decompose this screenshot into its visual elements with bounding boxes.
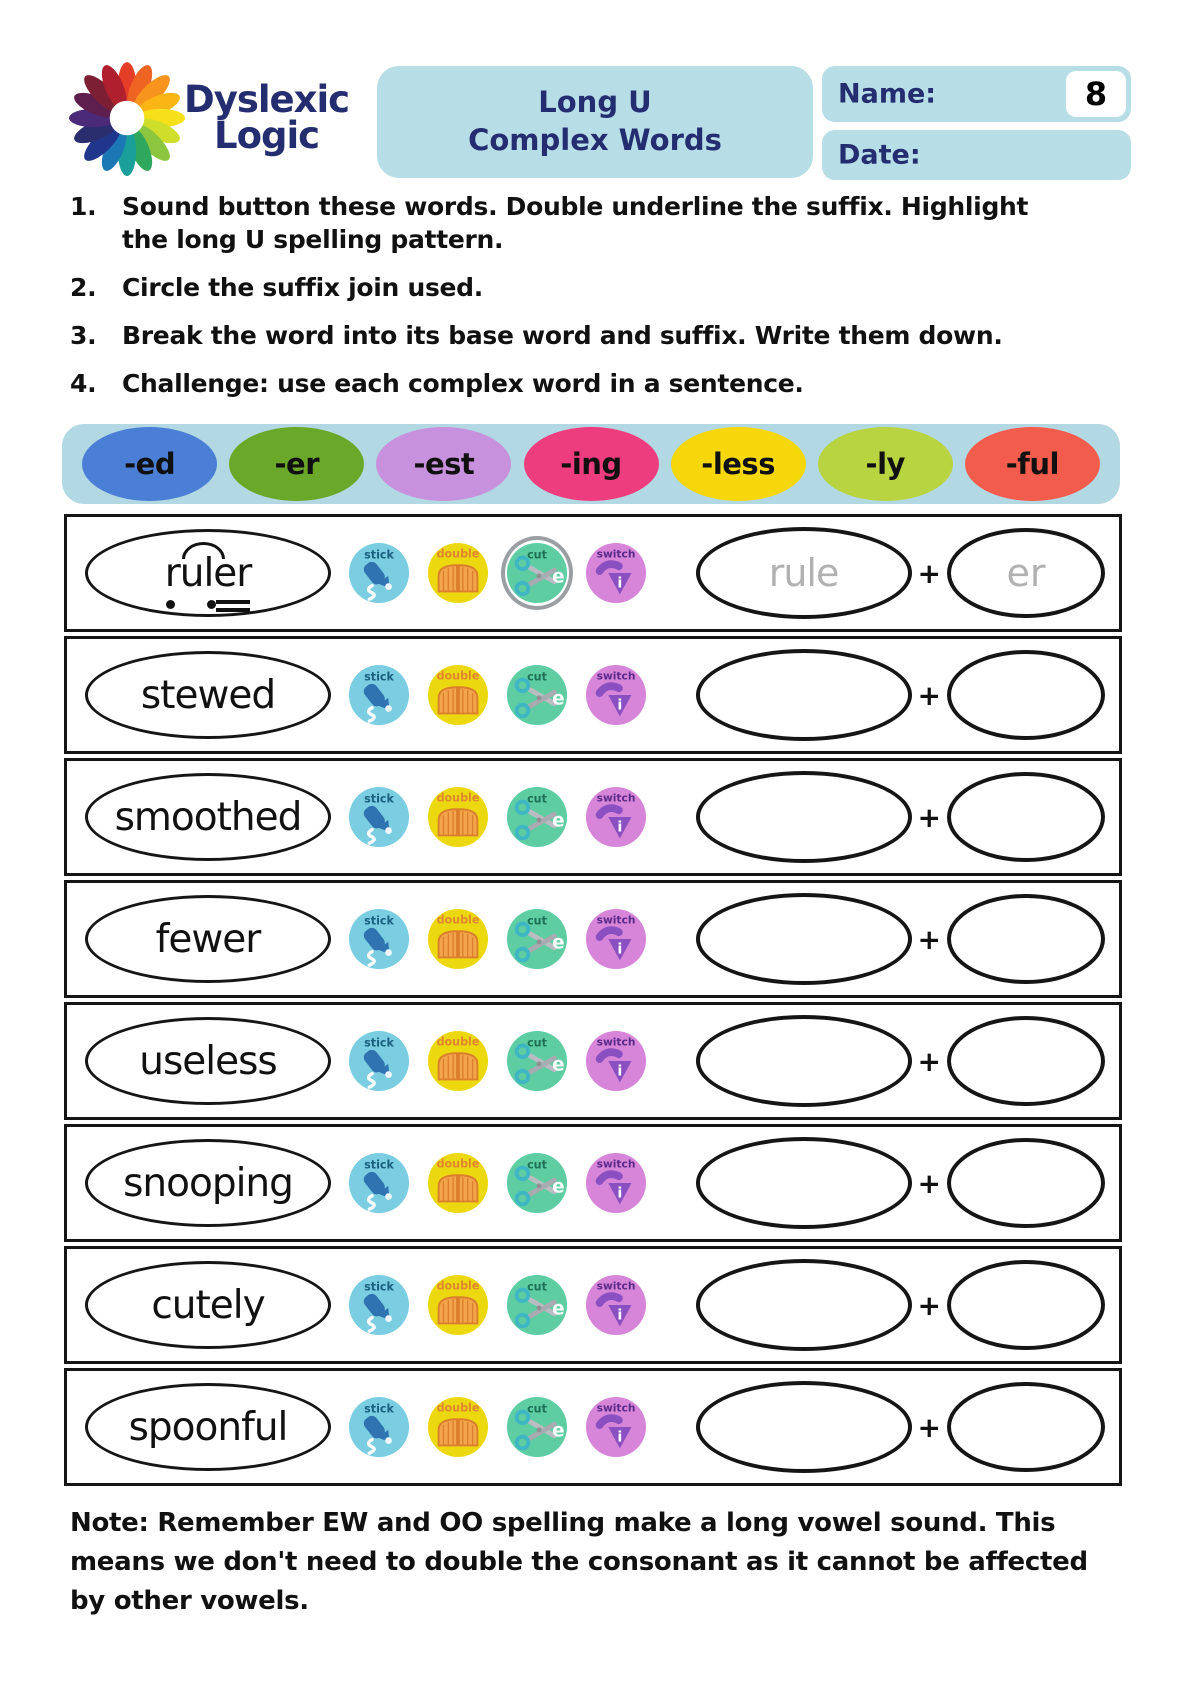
instructions-list <box>70 190 1080 415</box>
word-label: fewer <box>155 916 261 962</box>
svg-text:i: i <box>617 575 623 592</box>
svg-text:cut: cut <box>527 792 547 806</box>
title-line1: Long U <box>538 85 652 120</box>
suffix-oval-answer[interactable] <box>947 1138 1105 1228</box>
title-line2: Complex Words <box>468 123 722 157</box>
double-icon[interactable] <box>422 780 494 854</box>
word-annotations <box>123 1161 293 1206</box>
suffix-double-underline <box>216 600 251 612</box>
cut-icon[interactable] <box>501 658 573 732</box>
svg-text:switch: switch <box>596 791 636 805</box>
worksheet-title <box>377 66 813 178</box>
word-annotations <box>151 1283 264 1328</box>
word-oval <box>85 529 331 617</box>
word-annotations <box>165 551 252 596</box>
svg-text:double: double <box>436 1279 480 1293</box>
svg-text:stick: stick <box>364 1036 394 1050</box>
suffix-word-label: er <box>1006 551 1046 595</box>
date-label: Date: <box>838 139 921 171</box>
svg-text:cut: cut <box>527 1402 547 1416</box>
svg-text:i: i <box>617 1307 623 1324</box>
switch-icon[interactable] <box>580 780 652 854</box>
answer-area <box>696 1259 1105 1351</box>
svg-text:cut: cut <box>527 1280 547 1294</box>
svg-text:cut: cut <box>527 1036 547 1050</box>
word-row <box>64 1124 1122 1242</box>
answer-area <box>696 893 1105 985</box>
base-word-oval[interactable] <box>696 1381 912 1473</box>
cut-icon[interactable] <box>501 1024 573 1098</box>
switch-icon[interactable] <box>580 1024 652 1098</box>
stick-icon[interactable] <box>343 780 415 854</box>
suffix-oval-answer[interactable] <box>947 1260 1105 1350</box>
svg-text:i: i <box>617 697 623 714</box>
base-word-oval[interactable] <box>696 649 912 741</box>
svg-text:stick: stick <box>364 1280 394 1294</box>
instruction-4-number: 4. <box>70 369 97 398</box>
suffix-legend-ly: -ly <box>818 427 953 501</box>
svg-text:double: double <box>436 669 480 683</box>
answer-area <box>696 649 1105 741</box>
word-oval <box>85 651 331 739</box>
stick-icon[interactable] <box>343 658 415 732</box>
answer-area <box>696 527 1105 619</box>
svg-text:switch: switch <box>596 1401 636 1415</box>
base-word-label: rule <box>768 551 839 595</box>
stick-icon[interactable] <box>343 1146 415 1220</box>
svg-text:switch: switch <box>596 1279 636 1293</box>
word-row <box>64 1368 1122 1486</box>
word-annotations <box>141 673 275 718</box>
svg-text:switch: switch <box>596 1035 636 1049</box>
svg-text:e: e <box>552 1176 565 1198</box>
switch-icon[interactable] <box>580 902 652 976</box>
cut-icon[interactable] <box>501 1268 573 1342</box>
word-annotations <box>156 917 261 962</box>
suffix-legend-er: -er <box>229 427 364 501</box>
suffix-join-icons <box>343 1024 652 1098</box>
stick-icon[interactable] <box>343 536 415 610</box>
word-annotations <box>115 795 302 840</box>
word-oval <box>85 1383 331 1471</box>
svg-text:e: e <box>552 688 565 710</box>
svg-text:e: e <box>552 566 565 588</box>
plus-sign: + <box>917 800 941 834</box>
word-label: ruler <box>164 550 252 596</box>
svg-text:cut: cut <box>527 670 547 684</box>
double-icon[interactable] <box>422 1024 494 1098</box>
suffix-oval-answer[interactable] <box>947 1382 1105 1472</box>
svg-text:e: e <box>552 1420 565 1442</box>
logo-line1: Dyslexic <box>184 78 350 122</box>
base-word-oval[interactable] <box>696 1015 912 1107</box>
svg-text:double: double <box>436 1035 480 1049</box>
instruction-1 <box>70 190 1080 256</box>
suffix-bar <box>62 424 1120 504</box>
stick-icon[interactable] <box>343 1024 415 1098</box>
svg-text:cut: cut <box>527 548 547 562</box>
svg-text:i: i <box>617 941 623 958</box>
word-label: useless <box>139 1038 277 1084</box>
word-oval <box>85 773 331 861</box>
plus-sign: + <box>917 922 941 956</box>
instruction-3-text: Break the word into its base word and suffix. Write them down. <box>122 321 1003 350</box>
svg-text:double: double <box>436 1401 480 1415</box>
double-icon[interactable] <box>422 658 494 732</box>
suffix-oval-answer[interactable] <box>947 1016 1105 1106</box>
answer-area <box>696 771 1105 863</box>
name-field[interactable] <box>822 66 1131 122</box>
cut-icon[interactable] <box>501 1146 573 1220</box>
word-row <box>64 1246 1122 1364</box>
base-word-oval[interactable] <box>696 1137 912 1229</box>
suffix-join-icons <box>343 536 652 610</box>
page-number-badge <box>1066 71 1126 117</box>
instruction-2 <box>70 271 1080 304</box>
long-u-arc-annotation <box>182 542 225 559</box>
suffix-legend-less: -less <box>671 427 806 501</box>
svg-text:e: e <box>552 810 565 832</box>
cut-icon[interactable] <box>501 780 573 854</box>
word-oval <box>85 1261 331 1349</box>
base-word-oval[interactable] <box>696 893 912 985</box>
plus-sign: + <box>917 1044 941 1078</box>
base-word-oval[interactable] <box>696 527 912 619</box>
word-label: smoothed <box>114 794 302 840</box>
word-row <box>64 636 1122 754</box>
svg-text:double: double <box>436 547 480 561</box>
stick-icon[interactable] <box>343 1268 415 1342</box>
logo-line2: Logic <box>214 113 320 157</box>
word-row <box>64 514 1122 632</box>
svg-text:e: e <box>552 1298 565 1320</box>
word-oval <box>85 1017 331 1105</box>
answer-area <box>696 1381 1105 1473</box>
word-oval <box>85 895 331 983</box>
stick-icon[interactable] <box>343 902 415 976</box>
suffix-legend-ed: -ed <box>82 427 217 501</box>
double-icon[interactable] <box>422 1146 494 1220</box>
svg-text:e: e <box>552 1054 565 1076</box>
answer-area <box>696 1015 1105 1107</box>
double-icon[interactable] <box>422 536 494 610</box>
suffix-legend-est: -est <box>376 427 511 501</box>
word-annotations <box>139 1039 277 1084</box>
svg-text:cut: cut <box>527 914 547 928</box>
word-oval <box>85 1139 331 1227</box>
logo-wordmark <box>184 78 350 157</box>
svg-text:cut: cut <box>527 1158 547 1172</box>
logo <box>52 55 382 180</box>
svg-text:i: i <box>617 1429 623 1446</box>
cut-icon[interactable] <box>501 902 573 976</box>
suffix-oval-answer[interactable] <box>947 772 1105 862</box>
suffix-join-icons <box>343 658 652 732</box>
svg-text:stick: stick <box>364 792 394 806</box>
svg-text:e: e <box>552 932 565 954</box>
switch-icon[interactable] <box>580 536 652 610</box>
base-word-oval[interactable] <box>696 1259 912 1351</box>
instruction-1-number: 1. <box>70 192 97 221</box>
word-annotations <box>129 1405 288 1450</box>
double-icon[interactable] <box>422 902 494 976</box>
plus-sign: + <box>917 1288 941 1322</box>
base-word-oval[interactable] <box>696 771 912 863</box>
svg-text:stick: stick <box>364 1402 394 1416</box>
svg-text:switch: switch <box>596 913 636 927</box>
double-icon[interactable] <box>422 1390 494 1464</box>
suffix-join-icons <box>343 1390 652 1464</box>
sound-button-dot <box>166 600 175 609</box>
svg-text:stick: stick <box>364 548 394 562</box>
plus-sign: + <box>917 678 941 712</box>
footer-note: Note: Remember EW and OO spelling make a long vowel sound. This means we don't need to double the consonant as it cannot be affected by other vowels. <box>70 1508 1088 1616</box>
plus-sign: + <box>917 556 941 590</box>
svg-text:i: i <box>617 1063 623 1080</box>
plus-sign: + <box>917 1166 941 1200</box>
svg-text:stick: stick <box>364 670 394 684</box>
instruction-2-number: 2. <box>70 273 97 302</box>
suffix-oval-answer[interactable] <box>947 894 1105 984</box>
word-row <box>64 1002 1122 1120</box>
instruction-2-text: Circle the suffix join used. <box>122 273 483 302</box>
suffix-join-icons <box>343 780 652 854</box>
double-icon[interactable] <box>422 1268 494 1342</box>
svg-text:switch: switch <box>596 1157 636 1171</box>
svg-text:double: double <box>436 913 480 927</box>
suffix-join-icons <box>343 902 652 976</box>
instruction-4-text: Challenge: use each complex word in a sentence. <box>122 369 804 398</box>
suffix-oval-answer[interactable] <box>947 650 1105 740</box>
switch-icon[interactable] <box>580 1146 652 1220</box>
instruction-3 <box>70 319 1080 352</box>
instruction-1-text: Sound button these words. Double underline the suffix. Highlight the long U spelling pattern. <box>122 192 1029 254</box>
cut-icon[interactable] <box>501 536 573 610</box>
word-row <box>64 880 1122 998</box>
svg-text:double: double <box>436 791 480 805</box>
word-row <box>64 758 1122 876</box>
switch-icon[interactable] <box>580 658 652 732</box>
plus-sign: + <box>917 1410 941 1444</box>
stick-icon[interactable] <box>343 1390 415 1464</box>
word-label: snooping <box>123 1160 293 1206</box>
logo-flower-icon <box>52 57 202 179</box>
svg-text:switch: switch <box>596 669 636 683</box>
svg-text:double: double <box>436 1157 480 1171</box>
instruction-3-number: 3. <box>70 321 97 350</box>
word-label: spoonful <box>128 1404 288 1450</box>
sound-button-dot <box>207 600 216 609</box>
answer-area <box>696 1137 1105 1229</box>
page-number: 8 <box>1084 75 1108 113</box>
svg-text:i: i <box>617 1185 623 1202</box>
instruction-4 <box>70 367 1080 400</box>
switch-icon[interactable] <box>580 1268 652 1342</box>
date-field[interactable] <box>822 130 1131 180</box>
suffix-legend-ing: -ing <box>524 427 659 501</box>
suffix-join-icons <box>343 1268 652 1342</box>
svg-text:switch: switch <box>596 547 636 561</box>
svg-text:stick: stick <box>364 914 394 928</box>
cut-icon[interactable] <box>501 1390 573 1464</box>
suffix-join-icons <box>343 1146 652 1220</box>
suffix-legend-ful: -ful <box>965 427 1100 501</box>
rows <box>64 514 1122 1486</box>
word-label: stewed <box>140 672 276 718</box>
suffix-oval-answer[interactable] <box>947 528 1105 618</box>
svg-text:i: i <box>617 819 623 836</box>
switch-icon[interactable] <box>580 1390 652 1464</box>
name-label: Name: <box>838 78 937 110</box>
svg-text:stick: stick <box>364 1158 394 1172</box>
word-label: cutely <box>151 1282 265 1328</box>
